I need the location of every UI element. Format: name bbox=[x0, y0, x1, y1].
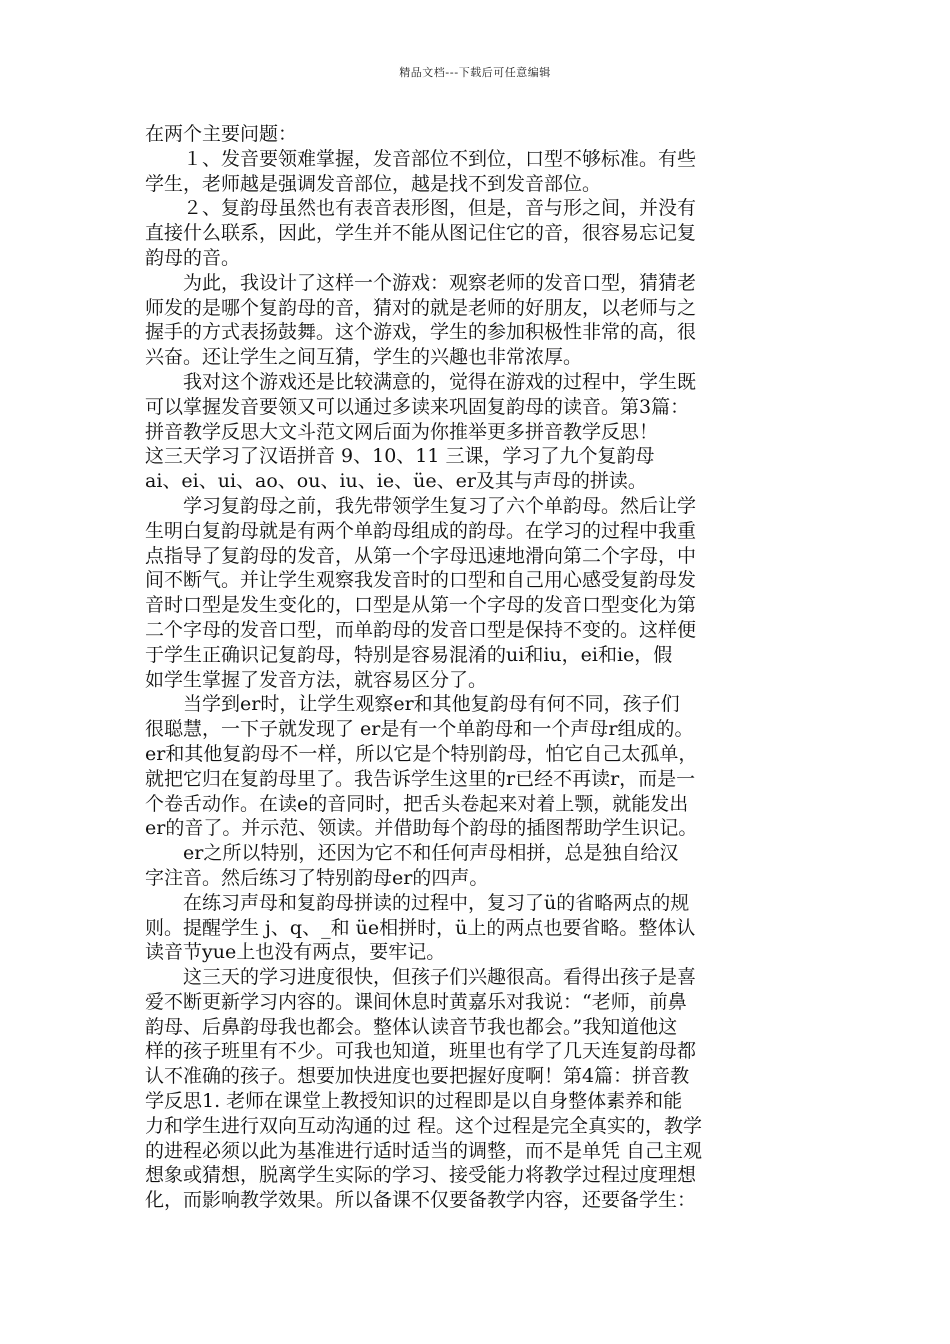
text-line: 我对这个游戏还是比较满意的，觉得在游戏的过程中，学生既 bbox=[145, 370, 697, 393]
text-line: 读音节yue上也没有两点，要牢记。 bbox=[145, 941, 446, 964]
text-line: 字注音。然后练习了特别韵母er的四声。 bbox=[145, 866, 489, 889]
text-line: 二个字母的发音口型，而单韵母的发音口型是保持不变的。这样便 bbox=[145, 618, 697, 641]
text-line: 认不准确的孩子。想要加快进度也要把握好度啊！第4篇：拼音教 bbox=[145, 1065, 690, 1088]
text-line: 如学生掌握了发音方法，就容易区分了。 bbox=[145, 668, 488, 691]
text-line: 这三天学习了汉语拼音 9、10、11 三课，学习了九个复韵母 bbox=[145, 445, 655, 468]
text-line: 点指导了复韵母的发音，从第一个字母迅速地滑向第二个字母，中 bbox=[145, 544, 697, 567]
text-line: 生明白复韵母就是有两个单韵母组成的韵母。在学习的过程中我重 bbox=[145, 519, 697, 542]
text-line: 直接什么联系，因此，学生并不能从图记住它的音，很容易忘记复 bbox=[145, 222, 697, 245]
text-line: ai、ei、ui、ao、ou、iu、ie、üe、er及其与声母的拼读。 bbox=[145, 470, 647, 493]
text-line: 爱不断更新学习内容的。课间休息时黄嘉乐对我说：“老师，前鼻 bbox=[145, 990, 687, 1013]
text-line: 很聪慧，一下子就发现了 er是有一个单韵母和一个声母r组成的。 bbox=[145, 718, 694, 741]
text-line: 这三天的学习进度很快，但孩子们兴趣很高。看得出孩子是喜 bbox=[145, 966, 697, 989]
text-line: 于学生正确识记复韵母，特别是容易混淆的ui和iu，ei和ie，假 bbox=[145, 643, 673, 666]
text-line: 学反思1. 老师在课堂上教授知识的过程即是以自身整体素养和能 bbox=[145, 1090, 683, 1113]
text-line: 当学到er时，让学生观察er和其他复韵母有何不同，孩子们 bbox=[145, 693, 680, 716]
text-line: 则。提醒学生 j、q、_和 üe相拼时，ü上的两点也要省略。整体认 bbox=[145, 916, 696, 939]
text-line: 学生，老师越是强调发音部位，越是找不到发音部位。 bbox=[145, 172, 602, 195]
text-line: 韵母的音。 bbox=[145, 246, 241, 269]
text-line: 学习复韵母之前，我先带领学生复习了六个单韵母。然后让学 bbox=[145, 494, 697, 517]
text-line: er之所以特别，还因为它不和任何声母相拼，总是独自给汉 bbox=[145, 842, 679, 865]
text-line: 可以掌握发音要领又可以通过多读来巩固复韵母的读音。第3篇： bbox=[145, 395, 690, 418]
text-line: 韵母、后鼻韵母我也都会。整体认读音节我也都会。”我知道他这 bbox=[145, 1015, 678, 1038]
text-line: １、发音要领难掌握，发音部位不到位，口型不够标准。有些 bbox=[145, 147, 697, 170]
page-header: 精品文档---下载后可任意编辑 bbox=[399, 66, 551, 79]
text-line: 为此，我设计了这样一个游戏：观察老师的发音口型，猜猜老 bbox=[145, 271, 697, 294]
text-line: 兴奋。还让学生之间互猜，学生的兴趣也非常浓厚。 bbox=[145, 346, 583, 369]
text-line: 间不断气。并让学生观察我发音时的口型和自己用心感受复韵母发 bbox=[145, 569, 697, 592]
text-line: 的进程必须以此为基准进行适时适当的调整，而不是单凭 自己主观 bbox=[145, 1139, 703, 1162]
text-line: 师发的是哪个复韵母的音，猜对的就是老师的好朋友，以老师与之 bbox=[145, 296, 697, 319]
text-line: 在练习声母和复韵母拼读的过程中，复习了ü的省略两点的规 bbox=[145, 891, 690, 914]
text-line: er和其他复韵母不一样，所以它是个特别韵母，怕它自己太孤单， bbox=[145, 742, 698, 765]
document-body bbox=[145, 122, 813, 1213]
text-line: 力和学生进行双向互动沟通的过 程。这个过程是完全真实的，教学 bbox=[145, 1114, 703, 1137]
text-line: 想象或猜想，脱离学生实际的学习、接受能力将教学过程过度理想 bbox=[145, 1164, 697, 1187]
text-line: 在两个主要问题： bbox=[145, 123, 298, 145]
text-line: 样的孩子班里有不少。可我也知道，班里也有学了几天连复韵母都 bbox=[145, 1040, 697, 1063]
text-line: 拼音教学反思大文斗范文网后面为你推举更多拼音教学反思！ bbox=[145, 420, 659, 443]
text-line: 握手的方式表扬鼓舞。这个游戏，学生的参加积极性非常的高，很 bbox=[145, 321, 697, 344]
text-line: 个卷舌动作。在读e的音同时，把舌头卷起来对着上颚，就能发出 bbox=[145, 792, 689, 815]
text-line: 音时口型是发生变化的，口型是从第一个字母的发音口型变化为第 bbox=[145, 594, 697, 617]
text-line: 化，而影响教学效果。所以备课不仅要备教学内容，还要备学生： bbox=[145, 1189, 697, 1212]
text-line: er的音了。并示范、领读。并借助每个韵母的插图帮助学生识记。 bbox=[145, 817, 698, 840]
text-line: ２、复韵母虽然也有表音表形图，但是，音与形之间，并没有 bbox=[145, 197, 697, 220]
text-line: 就把它归在复韵母里了。我告诉学生这里的r已经不再读r，而是一 bbox=[145, 767, 696, 790]
